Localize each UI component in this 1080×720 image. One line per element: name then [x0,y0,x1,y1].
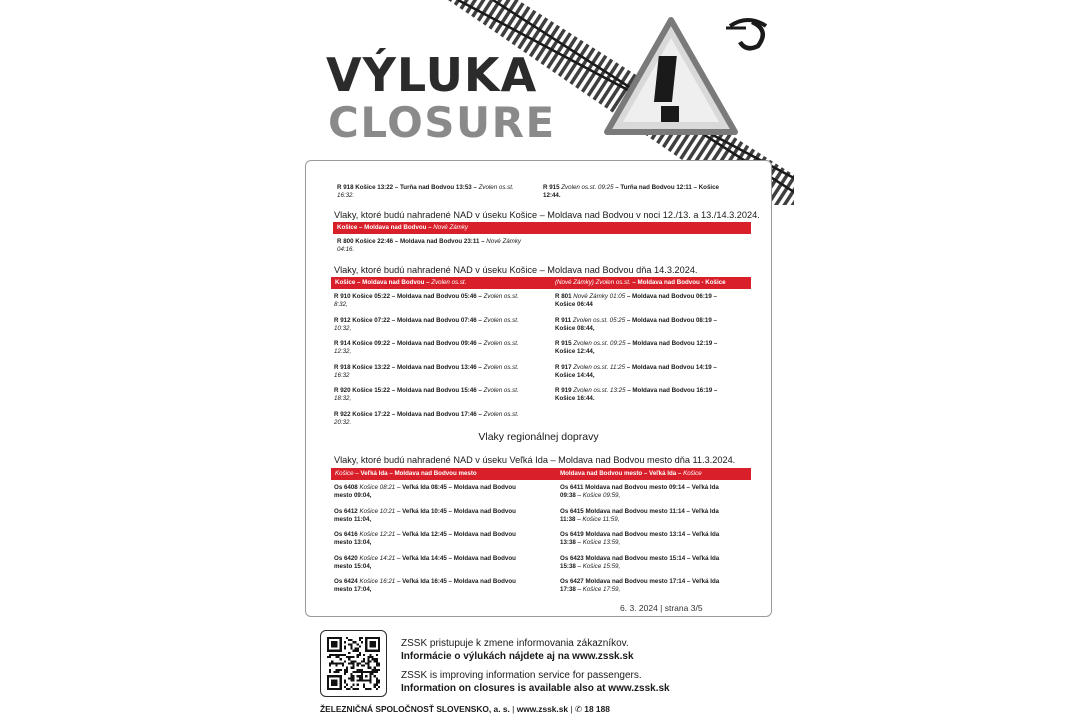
train-row: R 914 Košice 09:22 – Moldava nad Bodvou 09:46 – Zvolen os.st. 12:32, [334,340,519,355]
company-web[interactable]: www.zssk.sk [516,704,569,714]
company-phone: 18 188 [584,704,610,714]
route-bar-right: Moldava nad Bodvou mesto – Veľká Ida – Košice [556,468,751,480]
train-row: Os 6416 Košice 12:21 – Veľká Ida 12:45 – Moldava nad Bodvou mesto 13:04, [334,531,516,546]
route-bar-left: Košice – Moldava nad Bodvou – Zvolen os.st. [331,277,551,289]
section-heading: Vlaky, ktoré budú nahradené NAD v úseku Veľká Ida – Moldava nad Bodvou mesto dňa 11.3.2024. [334,455,736,465]
company-name: ŽELEZNIČNÁ SPOLOČNOSŤ SLOVENSKO, a. s. [320,704,510,714]
train-row: R 918 Košice 13:22 – Moldava nad Bodvou 13:46 – Zvolen os.st. 16:32 [334,363,519,379]
train-row: R 922 Košice 17:22 – Moldava nad Bodvou 17:46 – Zvolen os.st. 20:32. [334,410,519,426]
route-bar-right: (Nové Zámky) Zvolen os.st. – Moldava nad Bodvou - Košice [551,277,751,289]
info-en-link[interactable]: Information on closures is available also at www.zssk.sk [401,683,670,694]
train-row: R 917 Zvolen os.st. 11:25 – Moldava nad Bodvou 14:19 – Košice 14:44, [555,363,717,379]
title-english: CLOSURE [328,98,556,147]
train-row: R 910 Košice 05:22 – Moldava nad Bodvou 05:46 – Zvolen os.st. 8:32, [334,293,519,308]
regional-heading: Vlaky regionálnej dopravy [478,431,599,443]
section-heading: Vlaky, ktoré budú nahradené NAD v úseku Košice – Moldava nad Bodvou dňa 14.3.2024. [334,265,698,275]
train-row: Os 6412 Košice 10:21 – Veľká Ida 10:45 – Moldava nad Bodvou mesto 11:04, [334,507,516,523]
route-bar: Košice – Moldava nad Bodvou – Nové Zámky [333,222,751,234]
train-row: Os 6427 Moldava nad Bodvou mesto 17:14 – Veľká Ida 17:38 – Košice 17:59, [560,578,720,593]
section-heading: Vlaky, ktoré budú nahradené NAD v úseku Košice – Moldava nad Bodvou v noci 12./13. a 13./14.3.2024. [334,210,760,220]
train-row: R 915 Zvolen os.st. 09:25 – Turňa nad Bodvou 12:11 – Košice 12:44. [543,184,719,199]
train-row: R 915 Zvolen os.st. 09:25 – Moldava nad Bodvou 12:19 – Košice 12:44, [555,340,718,355]
qr-code[interactable] [320,630,387,697]
warning-triangle-icon [603,16,739,136]
train-row: R 801 Nové Zámky 01:05 – Moldava nad Bodvou 06:19 – Košice 06:44 [555,293,717,308]
train-row: R 918 Košice 13:22 – Turňa nad Bodvou 13:53 – Zvolen os.st. 16:32. [337,184,514,199]
train-row: Os 6424 Košice 16:21 – Veľká Ida 16:45 – Moldava nad Bodvou mesto 17:04, [334,578,516,593]
page-footer: 6. 3. 2024 | strana 3/5 [620,603,703,613]
train-row: Os 6408 Košice 08:21 – Veľká Ida 08:45 – Moldava nad Bodvou mesto 09:04, [334,484,516,499]
train-row: R 800 Košice 22:46 – Moldava nad Bodvou 23:11 – Nové Zámky 04:16. [337,238,522,253]
phone-icon: ✆ [574,704,582,714]
train-row: R 911 Zvolen os.st. 05:25 – Moldava nad Bodvou 08:19 – Košice 08:44, [555,316,717,332]
zssk-logo [722,16,774,52]
train-row: Os 6411 Moldava nad Bodvou mesto 09:14 – Veľká Ida 09:38 – Košice 09:59, [560,484,719,499]
route-bar-left: Košice – Veľká Ida – Moldava nad Bodvou mesto [331,468,556,480]
info-en: ZSSK is improving information service for passengers. [401,670,642,681]
info-sk: ZSSK pristupuje k zmene informovania zákazníkov. [401,638,629,649]
train-row: Os 6423 Moldava nad Bodvou mesto 15:14 – Veľká Ida 15:38 – Košice 15:59, [560,554,720,570]
company-line: ŽELEZNIČNÁ SPOLOČNOSŤ SLOVENSKO, a. s. | www.zssk.sk | ✆ 18 188 [320,704,610,714]
train-row: R 919 Zvolen os.st. 13:25 – Moldava nad Bodvou 16:19 – Košice 16:44. [555,387,718,402]
train-row: Os 6415 Moldava nad Bodvou mesto 11:14 – Veľká Ida 11:38 – Košice 11:59, [560,507,719,523]
train-row: R 920 Košice 15:22 – Moldava nad Bodvou 15:46 – Zvolen os.st. 18:32, [334,387,519,402]
info-sk-link[interactable]: Informácie o výlukách nájdete aj na www.zssk.sk [401,651,634,662]
train-row: Os 6420 Košice 14:21 – Veľká Ida 14:45 – Moldava nad Bodvou mesto 15:04, [334,554,516,570]
train-row: Os 6419 Moldava nad Bodvou mesto 13:14 – Veľká Ida 13:38 – Košice 13:59, [560,531,720,546]
train-row: R 912 Košice 07:22 – Moldava nad Bodvou 07:46 – Zvolen os.st. 10:32, [334,316,519,332]
title-slovak: VÝLUKA [326,48,538,102]
